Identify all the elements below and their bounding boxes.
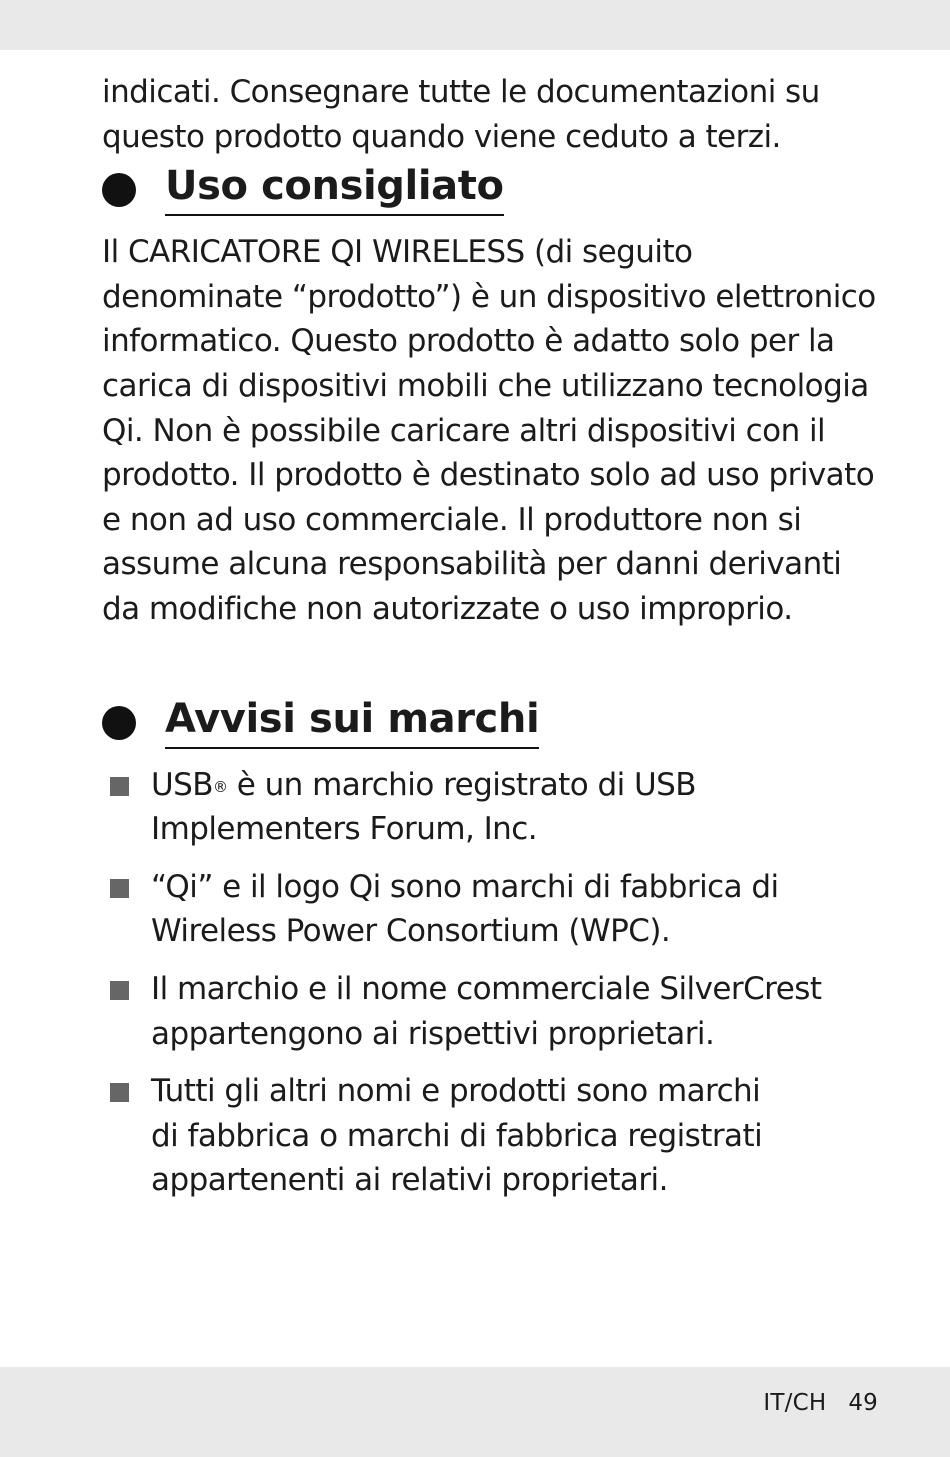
list-item-rest: è un marchio registrato di USB Implementers Forum, Inc. [151,766,696,848]
section-title-trademarks: Avvisi sui marchi [165,692,539,749]
bullet-dot-icon [102,706,136,740]
page-number: 49 [848,1390,878,1416]
intro-paragraph: indicati. Consegnare tutte le documentazioni su questo prodotto quando viene ceduto a terzi. [102,74,820,155]
usb-label: USB [151,766,213,803]
list-item [102,1069,892,1203]
square-bullet-icon [110,777,129,796]
list-item-text: Tutti gli altri nomi e prodotti sono marchi di fabbrica o marchi di fabbrica registrati appartenenti ai relativi proprietari. [151,1073,763,1199]
square-bullet-icon [110,981,129,1000]
trademark-list [102,763,892,1203]
list-item-text: “Qi” e il logo Qi sono marchi di fabbrica di Wireless Power Consortium (WPC). [151,868,779,950]
page-content [102,70,892,1216]
square-bullet-icon [110,879,129,898]
list-item-text: Il marchio e il nome commerciale SilverCrest appartengono ai rispettivi proprietari. [151,970,822,1052]
page-footer [763,1390,878,1416]
registered-mark: ® [213,777,228,796]
list-item-text [151,763,696,852]
section-heading-trademarks [102,692,892,749]
top-margin-band [0,0,950,50]
footer-language: IT/CH [763,1390,827,1416]
section-title-intended-use: Uso consigliato [165,159,504,216]
intended-use-paragraph: Il CARICATORE QI WIRELESS (di seguito denominate “prodotto”) è un dispositivo elettronico informatico. Questo prodotto è adatto solo per la carica di dispositivi mobili che utilizzano tecnologia Qi. Non è possibile caricare altri dispositivi con il prodotto. Il prodotto è destinato solo ad uso privato e non ad uso commerciale. Il produttore non si assume alcuna responsabilità per danni derivanti da modifiche non autorizzate o uso improprio. [102,234,876,627]
list-item [102,865,892,954]
bullet-dot-icon [102,173,136,207]
section-heading-intended-use [102,159,892,216]
list-item [102,967,892,1056]
list-item [102,763,892,852]
square-bullet-icon [110,1083,129,1102]
